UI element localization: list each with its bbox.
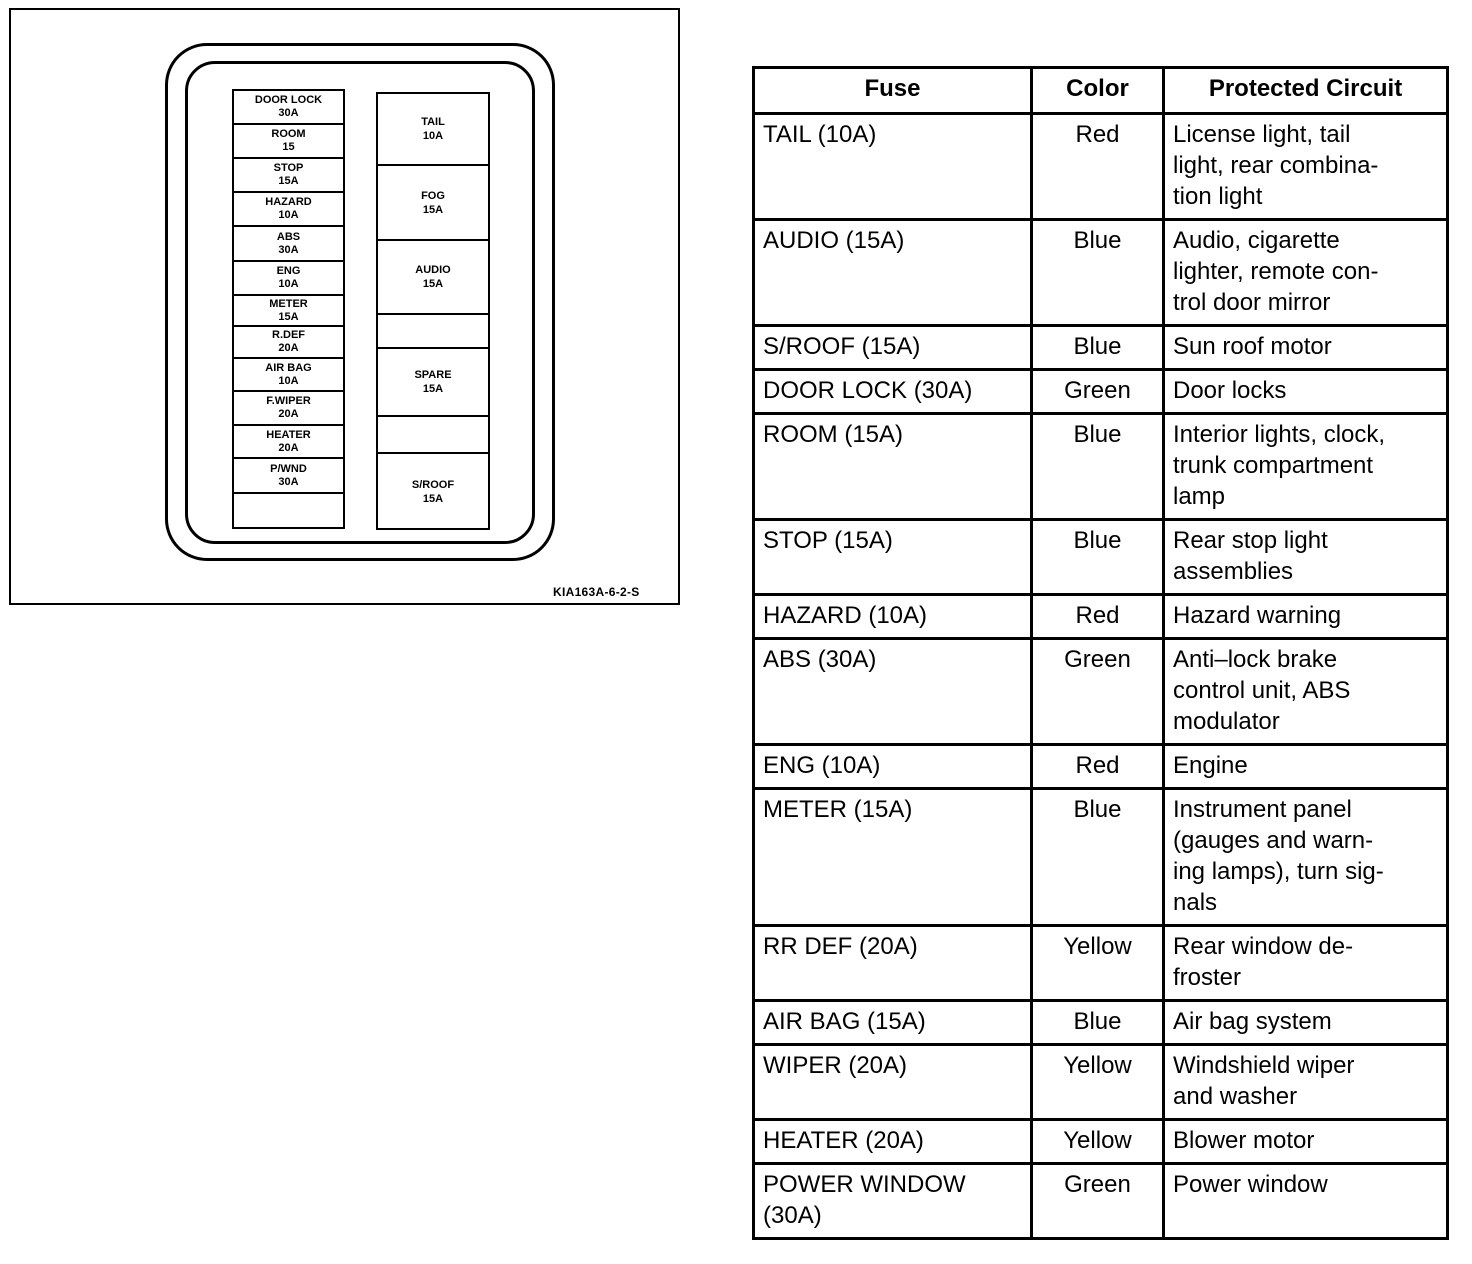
fuse-cell: RR DEF (20A) bbox=[754, 926, 1032, 1001]
header-protected-circuit: Protected Circuit bbox=[1164, 68, 1448, 114]
circuit-line: Rear stop light bbox=[1173, 527, 1328, 554]
fuse-slot-amperage: 15A bbox=[422, 383, 444, 395]
color-cell: Red bbox=[1032, 595, 1164, 639]
table-row bbox=[754, 1045, 1448, 1120]
fuse-slot bbox=[234, 262, 343, 296]
color-cell: Green bbox=[1032, 370, 1164, 414]
fuse-cell: HEATER (20A) bbox=[754, 1120, 1032, 1164]
fuse-slot-amperage: 10A bbox=[278, 278, 299, 290]
protected-circuit-cell bbox=[1164, 639, 1448, 745]
circuit-line: Door locks bbox=[1173, 377, 1287, 404]
fuse-cell: AIR BAG (15A) bbox=[754, 1001, 1032, 1045]
fuse-slot-name: R.DEF bbox=[272, 329, 305, 341]
protected-circuit-cell bbox=[1164, 1045, 1448, 1120]
header-color: Color bbox=[1032, 68, 1164, 114]
circuit-line: and washer bbox=[1173, 1083, 1298, 1110]
circuit-line: trunk compartment bbox=[1173, 452, 1374, 479]
fuse-slot-amperage: 15A bbox=[278, 175, 299, 187]
circuit-line: Interior lights, clock, bbox=[1173, 421, 1386, 448]
fuse-slot-amperage: 20A bbox=[278, 408, 299, 420]
color-cell: Blue bbox=[1032, 414, 1164, 520]
fuse-cell: ABS (30A) bbox=[754, 639, 1032, 745]
fuse-slot bbox=[378, 417, 488, 454]
fuse-slot bbox=[234, 327, 343, 359]
fuse-slot-amperage: 30A bbox=[278, 475, 299, 488]
header-fuse: Fuse bbox=[754, 68, 1032, 114]
color-cell: Yellow bbox=[1032, 1045, 1164, 1120]
circuit-line: Hazard warning bbox=[1173, 602, 1342, 629]
fuse-cell: DOOR LOCK (30A) bbox=[754, 370, 1032, 414]
protected-circuit-cell bbox=[1164, 414, 1448, 520]
fuse-slot-name: ROOM bbox=[271, 128, 306, 140]
fuse-slot bbox=[378, 241, 488, 315]
fuse-slot bbox=[234, 426, 343, 459]
color-cell: Yellow bbox=[1032, 926, 1164, 1001]
circuit-line: Engine bbox=[1173, 752, 1248, 779]
protected-circuit-cell bbox=[1164, 370, 1448, 414]
circuit-line: lamp bbox=[1173, 483, 1226, 510]
fuse-slot-name: FOG bbox=[421, 189, 445, 202]
fuse-slot-name: P/WND bbox=[270, 462, 307, 475]
table-row bbox=[754, 1120, 1448, 1164]
table-row bbox=[754, 520, 1448, 595]
fuse-slot-amperage: 20A bbox=[278, 441, 299, 454]
circuit-line: Anti–lock brake bbox=[1173, 646, 1338, 673]
circuit-line: Instrument panel bbox=[1173, 796, 1352, 823]
fuse-cell: WIPER (20A) bbox=[754, 1045, 1032, 1120]
circuit-line: ing lamps), turn sig- bbox=[1173, 858, 1384, 885]
diagram-code-label: KIA163A-6-2-S bbox=[553, 585, 640, 599]
protected-circuit-cell bbox=[1164, 326, 1448, 370]
fuse-slot-amperage: 30A bbox=[278, 243, 299, 256]
fuse-slot-name: METER bbox=[269, 297, 308, 310]
fuse-table bbox=[752, 66, 1449, 1240]
circuit-line: tion light bbox=[1173, 183, 1263, 210]
fuse-slot-amperage: 10A bbox=[422, 130, 444, 142]
fuse-slot-amperage: 15A bbox=[422, 493, 444, 505]
circuit-line: modulator bbox=[1173, 708, 1280, 735]
fuse-slot-name: DOOR LOCK bbox=[254, 94, 323, 106]
protected-circuit-cell bbox=[1164, 926, 1448, 1001]
fuse-slot-name: ABS bbox=[276, 230, 301, 243]
protected-circuit-cell bbox=[1164, 1001, 1448, 1045]
protected-circuit-cell bbox=[1164, 789, 1448, 926]
table-row bbox=[754, 1001, 1448, 1045]
fuse-slot bbox=[378, 454, 488, 530]
color-cell: Blue bbox=[1032, 520, 1164, 595]
fuse-slot-name: S/ROOF bbox=[411, 479, 455, 491]
fuse-slot bbox=[378, 166, 488, 241]
color-cell: Red bbox=[1032, 114, 1164, 220]
fuse-slot bbox=[234, 91, 343, 125]
protected-circuit-cell bbox=[1164, 595, 1448, 639]
table-row bbox=[754, 595, 1448, 639]
circuit-line: Blower motor bbox=[1173, 1127, 1315, 1154]
fuse-slot-name: HAZARD bbox=[265, 196, 312, 208]
fuse-slot-name: F.WIPER bbox=[266, 395, 311, 407]
fuse-slot-name: TAIL bbox=[421, 116, 445, 128]
protected-circuit-cell bbox=[1164, 114, 1448, 220]
fuse-slot bbox=[234, 227, 343, 262]
fuse-slot-name: HEATER bbox=[266, 428, 311, 441]
table-row bbox=[754, 220, 1448, 326]
fuse-slot bbox=[378, 315, 488, 349]
table-row bbox=[754, 1164, 1448, 1239]
circuit-line: Windshield wiper bbox=[1173, 1052, 1355, 1079]
fuse-cell: TAIL (10A) bbox=[754, 114, 1032, 220]
fuse-column-left bbox=[232, 89, 345, 529]
color-cell: Yellow bbox=[1032, 1120, 1164, 1164]
circuit-line: Air bag system bbox=[1173, 1008, 1332, 1035]
fuse-slot-amperage: 20A bbox=[278, 342, 299, 354]
circuit-line: light, rear combina- bbox=[1173, 152, 1379, 179]
fuse-cell: S/ROOF (15A) bbox=[754, 326, 1032, 370]
circuit-line: Rear window de- bbox=[1173, 933, 1354, 960]
fuse-column-right bbox=[376, 92, 490, 530]
protected-circuit-cell bbox=[1164, 1120, 1448, 1164]
fuse-cell: HAZARD (10A) bbox=[754, 595, 1032, 639]
fuse-slot-amperage: 10A bbox=[278, 209, 299, 221]
fuse-slot bbox=[234, 392, 343, 426]
circuit-line: Audio, cigarette bbox=[1173, 227, 1340, 254]
circuit-line: control unit, ABS bbox=[1173, 677, 1351, 704]
color-cell: Blue bbox=[1032, 789, 1164, 926]
table-row bbox=[754, 414, 1448, 520]
fuse-slot bbox=[234, 296, 343, 327]
circuit-line: License light, tail bbox=[1173, 121, 1351, 148]
color-cell: Blue bbox=[1032, 220, 1164, 326]
fuse-slot-amperage: 15A bbox=[422, 203, 444, 216]
fuse-cell: METER (15A) bbox=[754, 789, 1032, 926]
color-cell: Blue bbox=[1032, 326, 1164, 370]
fuse-slot bbox=[234, 193, 343, 227]
table-row bbox=[754, 326, 1448, 370]
fuse-slot-amperage: 30A bbox=[278, 107, 299, 119]
fuse-slot bbox=[378, 349, 488, 417]
table-row bbox=[754, 639, 1448, 745]
circuit-line: Power window bbox=[1173, 1171, 1328, 1198]
table-row bbox=[754, 745, 1448, 789]
fuse-slot bbox=[234, 359, 343, 392]
fuse-slot-name: AUDIO bbox=[415, 264, 451, 276]
fuse-cell: POWER WINDOW (30A) bbox=[754, 1164, 1032, 1239]
table-row bbox=[754, 926, 1448, 1001]
fuse-cell: ROOM (15A) bbox=[754, 414, 1032, 520]
color-cell: Green bbox=[1032, 1164, 1164, 1239]
fuse-cell: STOP (15A) bbox=[754, 520, 1032, 595]
fuse-slot-name: STOP bbox=[273, 162, 304, 174]
circuit-line: assemblies bbox=[1173, 558, 1294, 585]
fuse-slot-name: AIR BAG bbox=[265, 361, 312, 374]
fuse-slot bbox=[378, 94, 488, 166]
color-cell: Blue bbox=[1032, 1001, 1164, 1045]
color-cell: Green bbox=[1032, 639, 1164, 745]
fuse-cell: ENG (10A) bbox=[754, 745, 1032, 789]
table-row bbox=[754, 114, 1448, 220]
protected-circuit-cell bbox=[1164, 1164, 1448, 1239]
protected-circuit-cell bbox=[1164, 220, 1448, 326]
circuit-line: (gauges and warn- bbox=[1173, 827, 1374, 854]
circuit-line: Sun roof motor bbox=[1173, 333, 1332, 360]
fuse-slot-amperage: 15A bbox=[278, 310, 299, 323]
table-header-row bbox=[754, 68, 1448, 114]
table-row bbox=[754, 370, 1448, 414]
circuit-line: nals bbox=[1173, 889, 1218, 916]
fuse-slot-name: SPARE bbox=[414, 369, 452, 381]
fuse-slot bbox=[234, 125, 343, 159]
circuit-line: froster bbox=[1173, 964, 1242, 991]
fuse-slot-name: ENG bbox=[276, 265, 301, 277]
fuse-slot-amperage: 15A bbox=[422, 278, 444, 290]
fuse-slot-amperage: 15 bbox=[282, 141, 295, 153]
table-row bbox=[754, 789, 1448, 926]
color-cell: Red bbox=[1032, 745, 1164, 789]
fuse-slot-amperage: 10A bbox=[278, 374, 299, 387]
fuse-slot bbox=[234, 159, 343, 193]
fuse-slot bbox=[234, 494, 343, 523]
fuse-slot bbox=[234, 459, 343, 494]
circuit-line: lighter, remote con- bbox=[1173, 258, 1379, 285]
protected-circuit-cell bbox=[1164, 520, 1448, 595]
fuse-cell: AUDIO (15A) bbox=[754, 220, 1032, 326]
fuse-box-diagram bbox=[9, 8, 680, 605]
protected-circuit-cell bbox=[1164, 745, 1448, 789]
circuit-line: trol door mirror bbox=[1173, 289, 1331, 316]
